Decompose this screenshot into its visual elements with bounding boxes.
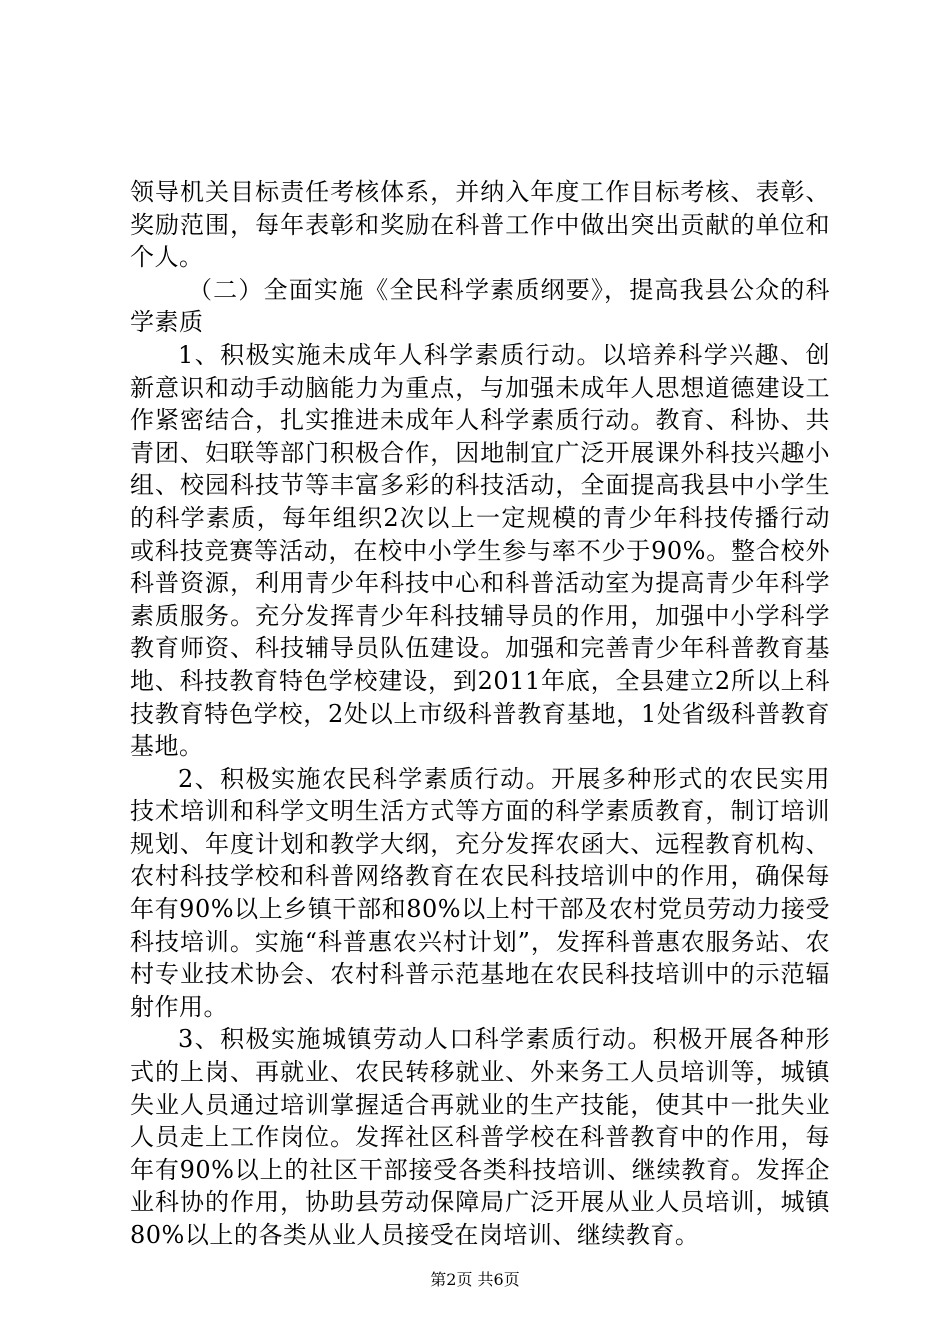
paragraph-farmers: 2、积极实施农民科学素质行动。开展多种形式的农民实用技术培训和科学文明生活方式等方面的科学素质教育，制订培训规划、年度计划和教学大纲，充分发挥农函大、远程教育机构、农村科技学校和科普网络教育在农民科技培训中的作用，确保每年有90%以上乡镇干部和80%以上村干部及农村党员劳动力接受科技培训。实施“科普惠农兴村计划”，发挥科普惠农服务站、农村专业技术协会、农村科普示范基地在农民科技培训中的示范辐射作用。 [130,764,830,1021]
page-number-footer: 第2页 共6页 [430,1270,520,1289]
paragraph-continuation: 领导机关目标责任考核体系，并纳入年度工作目标考核、表彰、奖励范围，每年表彰和奖励在科普工作中做出突出贡献的单位和个人。 [130,178,830,272]
section-heading: （二）全面实施《全民科学素质纲要》，提高我县公众的科学素质 [130,275,830,337]
document-body [130,176,830,1252]
paragraph-minors: 1、积极实施未成年人科学素质行动。以培养科学兴趣、创新意识和动手动脑能力为重点，与加强未成年人思想道德建设工作紧密结合，扎实推进未成年人科学素质行动。教育、科协、共青团、妇联等部门积极合作，因地制宜广泛开展课外科技兴趣小组、校园科技节等丰富多彩的科技活动，全面提高我县中小学生的科学素质，每年组织2次以上一定规模的青少年科技传播行动或科技竞赛等活动，在校中小学生参与率不少于90%。整合校外科普资源，利用青少年科技中心和科普活动室为提高青少年科学素质服务。充分发挥青少年科技辅导员的作用，加强中小学科学教育师资、科技辅导员队伍建设。加强和完善青少年科普教育基地、科技教育特色学校建设，到2011年底，全县建立2所以上科技教育特色学校，2处以上市级科普教育基地，1处省级科普教育基地。 [130,340,830,761]
paragraph-urban-labor: 3、积极实施城镇劳动人口科学素质行动。积极开展各种形式的上岗、再就业、农民转移就业、外来务工人员培训等，城镇失业人员通过培训掌握适合再就业的生产技能，使其中一批失业人员走上工作岗位。发挥社区科普学校在科普教育中的作用，每年有90%以上的社区干部接受各类科技培训、继续教育。发挥企业科协的作用，协助县劳动保障局广泛开展从业人员培训，城镇80%以上的各类从业人员接受在岗培训、继续教育。 [130,1025,830,1249]
